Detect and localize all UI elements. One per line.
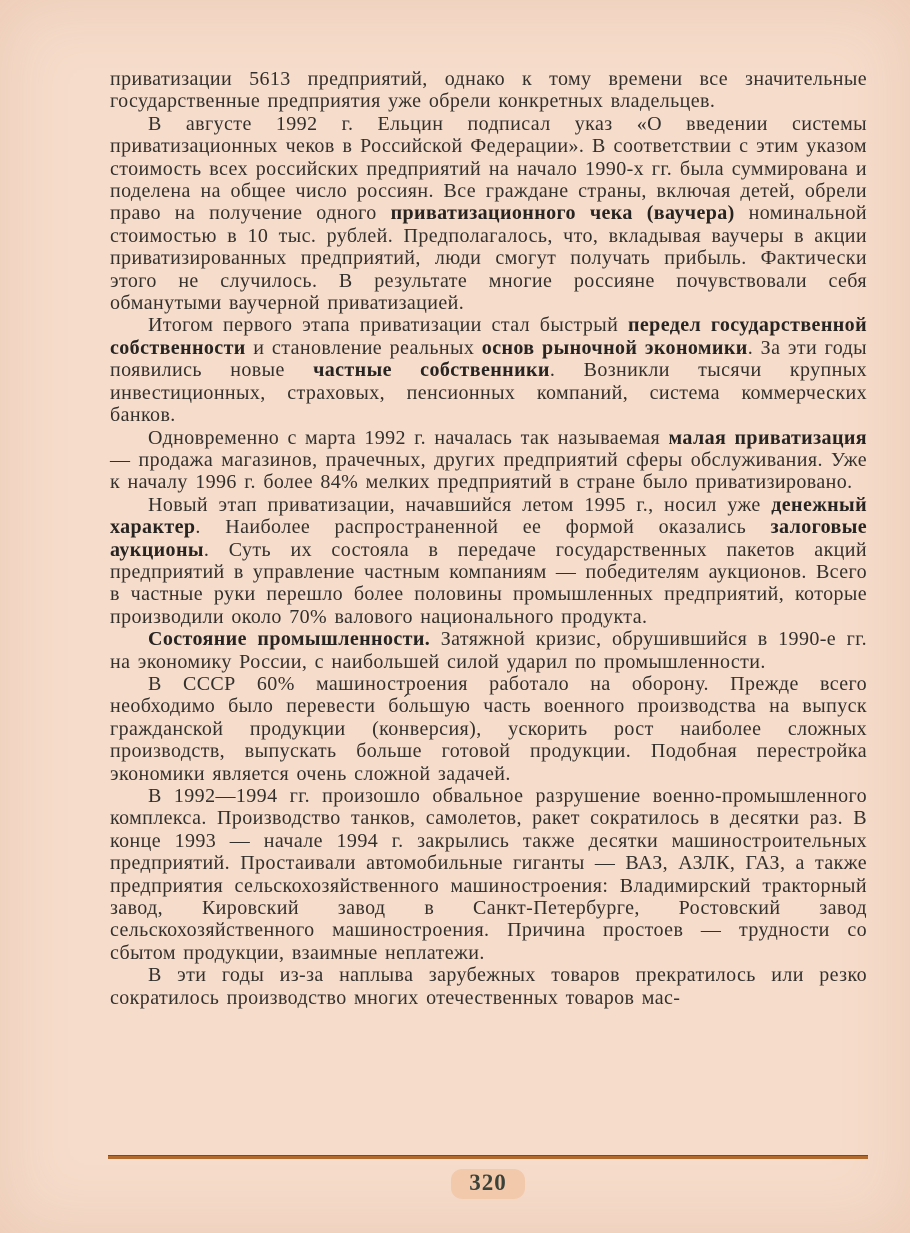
page-number: 320	[469, 1170, 507, 1195]
page-number-row	[108, 1169, 868, 1199]
paragraph	[110, 427, 867, 494]
paragraph	[110, 68, 867, 113]
bold-text-run: залоговые аукционы	[110, 516, 867, 561]
text-run: В августе 1992 г. Ельцин подписал указ «О введении системы приватизационных чеков в Российской Федерации». В соответствии с этим указом стоимость всех российских предприятий на начало 1990-х гг. была суммирована и поделена на общее число россиян. Все граждане страны, включая детей, обрели право на получение одного	[110, 112, 867, 225]
text-run: В СССР 60% машиностроения работало на оборону. Прежде всего необходимо было перевести бо́льшую часть военного производства на выпуск гражданской продукции (конверсия), ускорить рост наиболее сложных производств, выпускать больше готовой продукции. Подобная перестройка экономики является очень сложной задачей.	[110, 672, 867, 785]
paragraph	[110, 673, 867, 785]
text-run: Новый этап приватизации, начавшийся летом 1995 г., носил уже	[148, 493, 772, 516]
text-run: . Возникли тысячи крупных инвестиционных, страховых, пенсионных компаний, система коммерческих банков.	[110, 359, 867, 427]
footer-rule	[108, 1155, 868, 1159]
text-run: Затяжной кризис, обрушившийся в 1990-е гг. на экономику России, с наибольшей силой ударил по промышленности.	[110, 628, 867, 673]
text-run: — продажа магазинов, прачечных, других предприятий сферы обслуживания. Уже к началу 1996 г. более 84% мелких предприятий в стране было приватизировано.	[110, 448, 867, 494]
bold-text-run: частные собственники	[313, 359, 550, 382]
text-run: и становление реальных	[245, 336, 482, 359]
text-run: В 1992—1994 гг. произошло обвальное разрушение военно-промышленного комплекса. Производство танков, самолетов, ракет сократилось в десятки раз. В конце 1993 — начале 1994 г. закрылись также десятки машиностроительных предприятий. Простаивали автомобильные гиганты — ВАЗ, АЗЛК, ГАЗ, а также предприятия сельскохозяйственного машиностроения: Владимирский тракторный завод, Кировский завод в Санкт-Петербурге, Ростовский завод сельскохозяйственного машиностроения. Причина простоев — трудности со сбытом продукции, взаимные неплатежи.	[110, 785, 867, 964]
text-run: . Наиболее распространенной ее формой оказались	[195, 516, 771, 539]
paragraph	[110, 494, 867, 628]
bold-text-run: основ рыночной экономики	[481, 336, 748, 359]
paragraph	[110, 113, 867, 315]
text-run: приватизации 5613 предприятий, однако к тому времени все значительные государственные предприятия уже обрели конкретных владельцев.	[110, 68, 867, 113]
text-run: Одновременно с марта 1992 г. началась так называемая	[148, 426, 669, 449]
bold-text-run: приватизационного чека (ваучера)	[390, 202, 735, 225]
paragraph	[110, 628, 867, 673]
page-number-badge	[451, 1169, 525, 1199]
bold-text-run: Состояние промышленности.	[148, 628, 431, 651]
bold-text-run: передел государственной собственности	[110, 314, 867, 359]
text-run: . Суть их состояла в передаче государственных пакетов акций предприятий в управление частным компаниям — победителям аукционов. Всего в частные руки перешло более половины промышленных предприятий, которые производили около 70% валового национального продукта.	[110, 538, 867, 628]
page-footer	[108, 1155, 868, 1199]
text-run: В эти годы из-за наплыва зарубежных товаров прекратилось или резко сократилось производство многих отечественных товаров мас-	[110, 964, 867, 1009]
text-column	[110, 68, 867, 1009]
bold-text-run: малая приватизация	[668, 426, 868, 449]
text-run: . За эти годы появились новые	[110, 336, 867, 382]
paragraph	[110, 785, 867, 964]
text-run: номинальной стоимостью в 10 тыс. рублей. Предполагалось, что, вкладывая ваучеры в акции приватизированных предприятий, люди смогут получать прибыль. Фактически этого не случилось. В результате многие россияне почувствовали себя обманутыми ваучерной приватизацией.	[110, 202, 868, 315]
paragraph	[110, 314, 867, 426]
text-run: Итогом первого этапа приватизации стал быстрый	[148, 314, 628, 337]
bold-text-run: денежный характер	[110, 493, 867, 539]
paragraph	[110, 964, 867, 1009]
